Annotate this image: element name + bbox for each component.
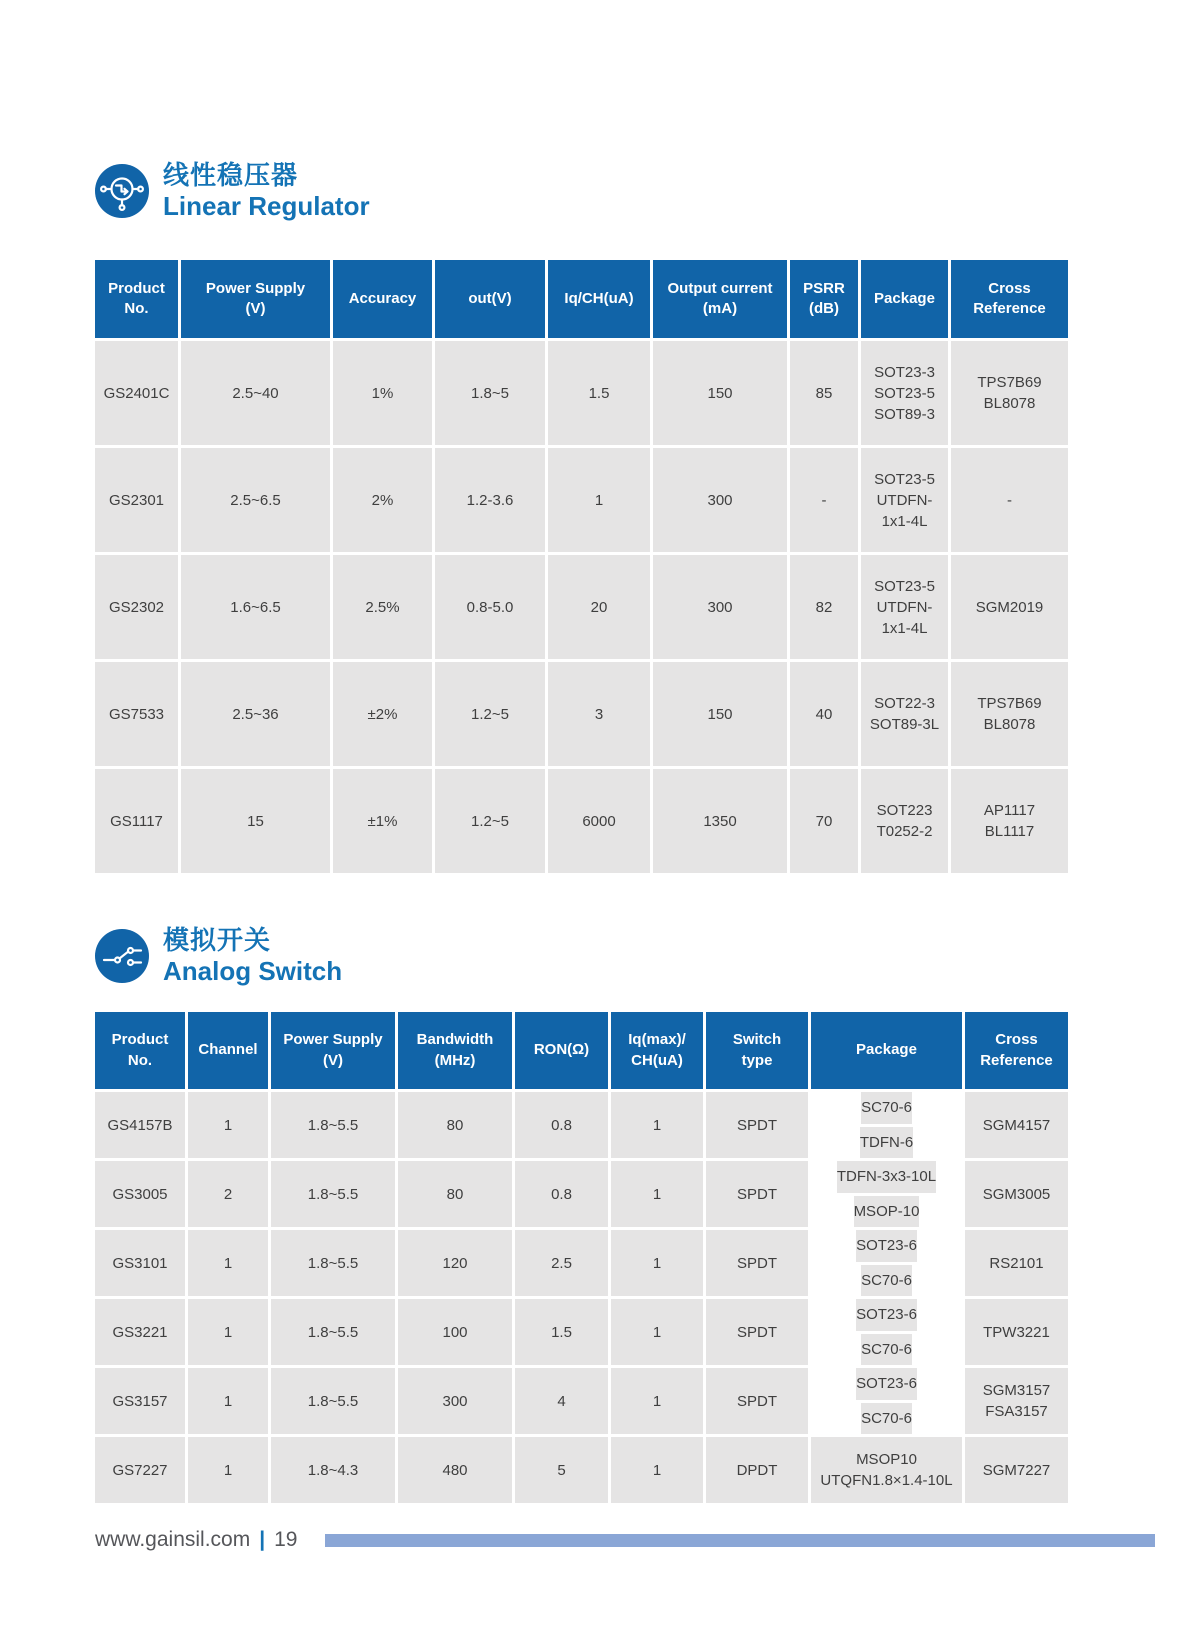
table-cell: 2.5~40	[181, 341, 330, 445]
section-title-zh: 线性稳压器	[163, 160, 299, 190]
table-body	[95, 1092, 1068, 1503]
section-header-analog-switch	[95, 925, 342, 987]
table-cell: 15	[181, 769, 330, 873]
table-cell: 1.8~4.3	[271, 1437, 395, 1503]
footer-url: www.gainsil.com	[95, 1528, 251, 1551]
table-cell: SOT23-5 UTDFN- 1x1-4L	[861, 555, 948, 659]
table-cell: 1	[611, 1299, 703, 1365]
column-header: RON(Ω)	[515, 1012, 608, 1089]
section-titles	[163, 160, 370, 222]
table-cell: -	[951, 448, 1068, 552]
table-cell: 4	[515, 1368, 608, 1434]
section-header-linear-regulator	[95, 160, 370, 222]
column-header: Channel	[188, 1012, 268, 1089]
table-cell: 80	[398, 1092, 512, 1158]
table-cell: 1.8~5	[435, 341, 545, 445]
table-cell: ±2%	[333, 662, 432, 766]
package-subcell: SC70-6	[861, 1334, 912, 1366]
analog-switch-icon	[95, 929, 149, 983]
package-subcell: TDFN-6	[860, 1127, 913, 1159]
table-cell: 1.5	[548, 341, 650, 445]
table-cell: 300	[653, 448, 787, 552]
table-cell: SGM3157 FSA3157	[965, 1368, 1068, 1434]
table-cell: SOT23-3 SOT23-5 SOT89-3	[861, 341, 948, 445]
table-cell: 2%	[333, 448, 432, 552]
column-header: Cross Reference	[965, 1012, 1068, 1089]
table-header-row	[95, 1012, 1068, 1089]
table-cell: GS3005	[95, 1161, 185, 1227]
table-cell: 70	[790, 769, 858, 873]
table-cell: 2.5~6.5	[181, 448, 330, 552]
table-row	[95, 1161, 1068, 1227]
table-cell	[811, 1368, 962, 1434]
table-cell: TPW3221	[965, 1299, 1068, 1365]
table-cell: 1	[188, 1230, 268, 1296]
table-cell: 1.2-3.6	[435, 448, 545, 552]
table-cell: SPDT	[706, 1092, 808, 1158]
section-titles	[163, 925, 342, 987]
table-cell: 0.8	[515, 1092, 608, 1158]
linear-regulator-table	[95, 260, 1068, 873]
table-cell: -	[790, 448, 858, 552]
column-header: Product No.	[95, 260, 178, 338]
table-row	[95, 1299, 1068, 1365]
footer-separator: |	[259, 1528, 266, 1551]
table-cell: GS2401C	[95, 341, 178, 445]
column-header: Output current (mA)	[653, 260, 787, 338]
package-subcell: SC70-6	[861, 1403, 912, 1435]
column-header: Switch type	[706, 1012, 808, 1089]
table-body	[95, 341, 1068, 873]
table-cell: SGM4157	[965, 1092, 1068, 1158]
package-subcell: SOT23-6	[856, 1230, 917, 1262]
table-cell: 2.5%	[333, 555, 432, 659]
table-cell: SGM3005	[965, 1161, 1068, 1227]
table-cell: RS2101	[965, 1230, 1068, 1296]
table-cell	[811, 1161, 962, 1227]
package-subcell: SC70-6	[861, 1092, 912, 1124]
table-cell: 82	[790, 555, 858, 659]
page-number: 19	[274, 1528, 298, 1551]
table-row	[95, 1368, 1068, 1434]
column-header: Bandwidth (MHz)	[398, 1012, 512, 1089]
table-cell: 1	[611, 1437, 703, 1503]
table-row	[95, 769, 1068, 873]
table-cell: 6000	[548, 769, 650, 873]
column-header: Iq(max)/ CH(uA)	[611, 1012, 703, 1089]
table-cell: GS4157B	[95, 1092, 185, 1158]
table-cell: 300	[653, 555, 787, 659]
table-cell: SGM2019	[951, 555, 1068, 659]
page-footer	[95, 1528, 1155, 1552]
analog-switch-table	[95, 1012, 1068, 1503]
section-title-en: Analog Switch	[163, 956, 343, 987]
table-cell: 1	[188, 1368, 268, 1434]
table-cell	[811, 1092, 962, 1158]
table-cell: SGM7227	[965, 1437, 1068, 1503]
table-cell: 1	[188, 1437, 268, 1503]
table-cell: 1	[548, 448, 650, 552]
table-cell: 1	[188, 1092, 268, 1158]
table-row	[95, 555, 1068, 659]
table-cell: GS3157	[95, 1368, 185, 1434]
table-row	[95, 1092, 1068, 1158]
column-header: Power Supply (V)	[271, 1012, 395, 1089]
table-cell: GS2302	[95, 555, 178, 659]
footer-bar	[325, 1534, 1155, 1547]
table-cell: 1	[611, 1092, 703, 1158]
table-cell: SOT22-3 SOT89-3L	[861, 662, 948, 766]
table-cell: 0.8-5.0	[435, 555, 545, 659]
table-cell: SPDT	[706, 1299, 808, 1365]
table-header-row	[95, 260, 1068, 338]
table-cell: SOT23-5 UTDFN- 1x1-4L	[861, 448, 948, 552]
table-cell: GS7227	[95, 1437, 185, 1503]
column-header: out(V)	[435, 260, 545, 338]
table-cell: 2.5~36	[181, 662, 330, 766]
column-header: Product No.	[95, 1012, 185, 1089]
column-header: Iq/CH(uA)	[548, 260, 650, 338]
table-cell: 1.2~5	[435, 662, 545, 766]
table-cell: TPS7B69 BL8078	[951, 662, 1068, 766]
table-cell: 1350	[653, 769, 787, 873]
package-subcell: SOT23-6	[856, 1299, 917, 1331]
table-cell: 1	[188, 1299, 268, 1365]
table-cell: 100	[398, 1299, 512, 1365]
table-cell: 1	[611, 1368, 703, 1434]
table-cell: 1.2~5	[435, 769, 545, 873]
table-cell: 20	[548, 555, 650, 659]
table-cell: 1%	[333, 341, 432, 445]
section-title-zh: 模拟开关	[163, 925, 272, 955]
table-cell: 40	[790, 662, 858, 766]
table-cell: GS2301	[95, 448, 178, 552]
table-row	[95, 448, 1068, 552]
table-cell: SPDT	[706, 1161, 808, 1227]
table-cell: 1	[611, 1230, 703, 1296]
column-header: PSRR (dB)	[790, 260, 858, 338]
table-cell: AP1117 BL1117	[951, 769, 1068, 873]
package-subcell: SC70-6	[861, 1265, 912, 1297]
table-cell: 120	[398, 1230, 512, 1296]
table-cell: GS3101	[95, 1230, 185, 1296]
table-cell: ±1%	[333, 769, 432, 873]
table-cell: 3	[548, 662, 650, 766]
table-cell: GS1117	[95, 769, 178, 873]
table-cell: SOT223 T0252-2	[861, 769, 948, 873]
table-cell: 480	[398, 1437, 512, 1503]
section-title-en: Linear Regulator	[163, 191, 370, 222]
table-cell: GS3221	[95, 1299, 185, 1365]
table-cell: DPDT	[706, 1437, 808, 1503]
column-header: Package	[811, 1012, 962, 1089]
table-cell	[811, 1299, 962, 1365]
table-cell: 150	[653, 341, 787, 445]
table-cell: 1.8~5.5	[271, 1230, 395, 1296]
package-subcell: SOT23-6	[856, 1368, 917, 1400]
table-cell: TPS7B69 BL8078	[951, 341, 1068, 445]
table-cell: 1.5	[515, 1299, 608, 1365]
package-subcell: MSOP-10	[854, 1196, 920, 1228]
table-cell: 1.8~5.5	[271, 1092, 395, 1158]
table-cell: 85	[790, 341, 858, 445]
column-header: Package	[861, 260, 948, 338]
table-row	[95, 1230, 1068, 1296]
table-cell: 1.8~5.5	[271, 1161, 395, 1227]
table-row	[95, 662, 1068, 766]
table-cell: 80	[398, 1161, 512, 1227]
table-row	[95, 1437, 1068, 1503]
table-cell	[811, 1230, 962, 1296]
table-cell: 1.8~5.5	[271, 1299, 395, 1365]
table-cell: MSOP10 UTQFN1.8×1.4-10L	[811, 1437, 962, 1503]
table-cell: SPDT	[706, 1368, 808, 1434]
package-subcell: TDFN-3x3-10L	[837, 1161, 936, 1193]
table-cell: 300	[398, 1368, 512, 1434]
column-header: Cross Reference	[951, 260, 1068, 338]
table-cell: 1.6~6.5	[181, 555, 330, 659]
table-cell: GS7533	[95, 662, 178, 766]
table-cell: SPDT	[706, 1230, 808, 1296]
table-cell: 1.8~5.5	[271, 1368, 395, 1434]
table-cell: 2	[188, 1161, 268, 1227]
table-cell: 150	[653, 662, 787, 766]
table-cell: 1	[611, 1161, 703, 1227]
column-header: Power Supply (V)	[181, 260, 330, 338]
column-header: Accuracy	[333, 260, 432, 338]
table-row	[95, 341, 1068, 445]
table-cell: 0.8	[515, 1161, 608, 1227]
table-cell: 2.5	[515, 1230, 608, 1296]
table-cell: 5	[515, 1437, 608, 1503]
linear-regulator-icon	[95, 164, 149, 218]
